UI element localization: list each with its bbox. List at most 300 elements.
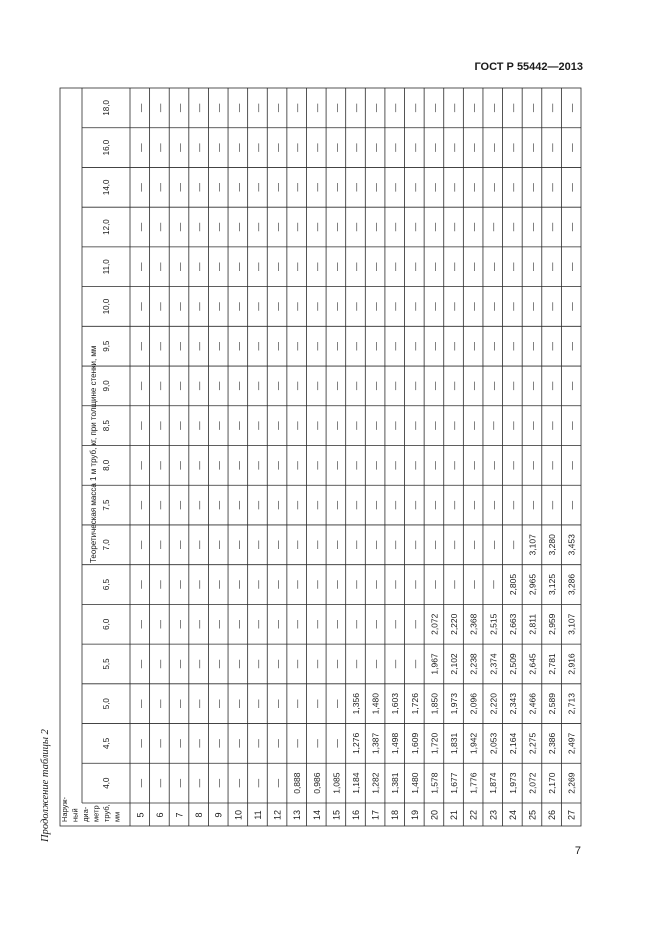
diameter-cell: 16 <box>351 809 361 821</box>
diameter-header-line: мм <box>112 811 122 822</box>
empty-cell-dash: — <box>272 500 283 510</box>
empty-cell-dash: — <box>311 421 322 430</box>
empty-cell-dash: — <box>390 500 401 510</box>
empty-cell-dash: — <box>351 103 361 113</box>
empty-cell-dash: — <box>390 461 401 470</box>
empty-cell-dash: — <box>507 381 518 391</box>
empty-cell-dash: — <box>272 620 283 629</box>
empty-cell-dash: — <box>488 421 499 430</box>
mass-value-cell: 2,645 <box>527 653 538 675</box>
empty-cell-dash: — <box>174 699 185 708</box>
mass-value-cell: 2,053 <box>488 732 499 755</box>
diameter-cell: 15 <box>331 809 342 821</box>
empty-cell-dash: — <box>154 500 165 510</box>
empty-cell-dash: — <box>292 341 303 351</box>
empty-cell-dash: — <box>390 381 401 391</box>
empty-cell-dash: — <box>566 103 577 113</box>
empty-cell-dash: — <box>468 183 479 192</box>
thickness-label: 6,0 <box>102 618 111 630</box>
empty-cell-dash: — <box>213 500 224 510</box>
empty-cell-dash: — <box>213 143 224 152</box>
diameter-cell: 13 <box>292 809 303 821</box>
empty-cell-dash: — <box>390 620 401 629</box>
mass-value-cell: 1,967 <box>429 653 440 675</box>
empty-cell-dash: — <box>233 302 244 311</box>
mass-value-cell: 2,343 <box>507 693 518 715</box>
diameter-cell: 20 <box>429 809 440 821</box>
table-row <box>449 103 459 820</box>
empty-cell-dash: — <box>527 103 538 113</box>
table-caption: Продолжение таблицы 2 <box>40 729 51 842</box>
empty-cell-dash: — <box>527 183 538 192</box>
mass-value-cell: 2,275 <box>527 732 538 755</box>
empty-cell-dash: — <box>135 302 146 311</box>
empty-cell-dash: — <box>194 341 205 351</box>
empty-cell-dash: — <box>154 222 165 232</box>
empty-cell-dash: — <box>174 461 185 470</box>
mass-value-cell: 2,386 <box>547 732 558 755</box>
diameter-cell: 23 <box>488 809 499 821</box>
empty-cell-dash: — <box>233 778 244 788</box>
empty-cell-dash: — <box>174 381 185 391</box>
empty-cell-dash: — <box>135 659 146 669</box>
empty-cell-dash: — <box>429 222 440 232</box>
empty-cell-dash: — <box>233 739 244 748</box>
mass-value-cell: 1,726 <box>409 693 420 715</box>
empty-cell-dash: — <box>527 341 538 351</box>
diameter-cell: 22 <box>468 809 479 821</box>
mass-value-cell: 1,720 <box>429 732 440 755</box>
diameter-cell: 12 <box>272 809 283 821</box>
empty-cell-dash: — <box>468 500 479 510</box>
mass-value-cell: 2,965 <box>527 573 538 596</box>
empty-cell-dash: — <box>272 778 283 788</box>
empty-cell-dash: — <box>527 143 538 152</box>
empty-cell-dash: — <box>488 341 499 351</box>
empty-cell-dash: — <box>311 620 322 629</box>
diameter-cell: 27 <box>566 809 577 821</box>
mass-value-cell: 1,480 <box>370 693 381 715</box>
mass-value-cell: 2,096 <box>468 693 479 715</box>
mass-value-cell: 1,387 <box>370 732 381 755</box>
empty-cell-dash: — <box>429 421 440 430</box>
empty-cell-dash: — <box>174 302 185 311</box>
empty-cell-dash: — <box>507 222 518 232</box>
mass-value-cell: 1,381 <box>390 772 401 794</box>
empty-cell-dash: — <box>429 500 440 510</box>
empty-cell-dash: — <box>252 421 263 430</box>
empty-cell-dash: — <box>566 143 577 152</box>
empty-cell-dash: — <box>233 659 244 669</box>
empty-cell-dash: — <box>468 302 479 311</box>
empty-cell-dash: — <box>154 461 165 470</box>
empty-cell-dash: — <box>213 103 224 113</box>
empty-cell-dash: — <box>194 699 205 708</box>
empty-cell-dash: — <box>311 659 322 669</box>
diameter-cell: 9 <box>213 812 224 818</box>
mass-value-cell: 0,888 <box>292 772 303 794</box>
empty-cell-dash: — <box>135 620 146 629</box>
empty-cell-dash: — <box>409 341 420 351</box>
empty-cell-dash: — <box>547 103 558 113</box>
empty-cell-dash: — <box>351 262 361 271</box>
empty-cell-dash: — <box>311 183 322 192</box>
empty-cell-dash: — <box>390 341 401 351</box>
empty-cell-dash: — <box>488 302 499 311</box>
diameter-column-header <box>60 796 122 822</box>
empty-cell-dash: — <box>547 461 558 470</box>
empty-cell-dash: — <box>213 620 224 629</box>
empty-cell-dash: — <box>292 381 303 391</box>
empty-cell-dash: — <box>154 302 165 311</box>
empty-cell-dash: — <box>370 540 381 550</box>
thickness-label: 14,0 <box>102 179 111 196</box>
empty-cell-dash: — <box>429 262 440 271</box>
empty-cell-dash: — <box>527 302 538 311</box>
empty-cell-dash: — <box>409 620 420 629</box>
empty-cell-dash: — <box>390 143 401 152</box>
mass-value-cell: 2,497 <box>566 732 577 755</box>
table-row <box>469 103 479 820</box>
empty-cell-dash: — <box>292 659 303 669</box>
empty-cell-dash: — <box>272 461 283 470</box>
empty-cell-dash: — <box>468 222 479 232</box>
empty-cell-dash: — <box>409 500 420 510</box>
empty-cell-dash: — <box>547 143 558 152</box>
empty-cell-dash: — <box>527 421 538 430</box>
empty-cell-dash: — <box>252 143 263 152</box>
empty-cell-dash: — <box>527 262 538 271</box>
empty-cell-dash: — <box>409 143 420 152</box>
empty-cell-dash: — <box>174 580 185 589</box>
mass-value-cell: 2,220 <box>488 693 499 715</box>
empty-cell-dash: — <box>174 103 185 113</box>
empty-cell-dash: — <box>272 540 283 550</box>
empty-cell-dash: — <box>370 222 381 232</box>
empty-cell-dash: — <box>370 302 381 311</box>
empty-cell-dash: — <box>409 183 420 192</box>
empty-cell-dash: — <box>331 620 342 629</box>
empty-cell-dash: — <box>135 262 146 271</box>
empty-cell-dash: — <box>370 461 381 470</box>
empty-cell-dash: — <box>566 262 577 271</box>
empty-cell-dash: — <box>174 341 185 351</box>
diameter-header-line: Наруж- <box>60 796 69 822</box>
empty-cell-dash: — <box>252 381 263 391</box>
empty-cell-dash: — <box>331 659 342 669</box>
empty-cell-dash: — <box>331 381 342 391</box>
empty-cell-dash: — <box>351 302 361 311</box>
empty-cell-dash: — <box>311 103 322 113</box>
empty-cell-dash: — <box>429 461 440 470</box>
empty-cell-dash: — <box>488 103 499 113</box>
empty-cell-dash: — <box>390 540 401 550</box>
diameter-cell: 26 <box>547 809 558 821</box>
empty-cell-dash: — <box>409 659 420 669</box>
thickness-label: 5,5 <box>102 658 111 670</box>
empty-cell-dash: — <box>135 183 146 192</box>
empty-cell-dash: — <box>311 540 322 550</box>
empty-cell-dash: — <box>331 500 342 510</box>
empty-cell-dash: — <box>351 461 361 470</box>
empty-cell-dash: — <box>409 103 420 113</box>
diameter-cell: 8 <box>194 812 205 818</box>
empty-cell-dash: — <box>135 500 146 510</box>
mass-value-cell: 2,072 <box>429 613 440 635</box>
table-row <box>214 103 224 817</box>
empty-cell-dash: — <box>252 341 263 351</box>
empty-cell-dash: — <box>566 421 577 430</box>
empty-cell-dash: — <box>351 143 361 152</box>
empty-cell-dash: — <box>311 381 322 391</box>
mass-value-cell: 2,170 <box>547 772 558 794</box>
empty-cell-dash: — <box>194 739 205 748</box>
diameter-cell: 10 <box>233 809 244 821</box>
empty-cell-dash: — <box>135 421 146 430</box>
mass-value-cell: 1,282 <box>370 772 381 794</box>
mass-value-cell: 2,959 <box>547 613 558 635</box>
empty-cell-dash: — <box>468 421 479 430</box>
empty-cell-dash: — <box>429 540 440 550</box>
diameter-header-line: диа- <box>81 806 90 822</box>
empty-cell-dash: — <box>292 421 303 430</box>
empty-cell-dash: — <box>331 143 342 152</box>
empty-cell-dash: — <box>449 302 460 311</box>
mass-value-cell: 3,125 <box>547 573 558 596</box>
thickness-label: 11,0 <box>102 259 111 275</box>
empty-cell-dash: — <box>547 381 558 391</box>
empty-cell-dash: — <box>331 103 342 113</box>
empty-cell-dash: — <box>272 143 283 152</box>
empty-cell-dash: — <box>468 381 479 391</box>
empty-cell-dash: — <box>409 421 420 430</box>
empty-cell-dash: — <box>449 183 460 192</box>
diameter-cell: 6 <box>154 812 165 818</box>
empty-cell-dash: — <box>174 222 185 232</box>
empty-cell-dash: — <box>233 461 244 470</box>
empty-cell-dash: — <box>213 540 224 550</box>
empty-cell-dash: — <box>233 341 244 351</box>
empty-cell-dash: — <box>252 222 263 232</box>
empty-cell-dash: — <box>351 381 361 391</box>
empty-cell-dash: — <box>566 461 577 470</box>
empty-cell-dash: — <box>213 262 224 271</box>
empty-cell-dash: — <box>154 580 165 589</box>
mass-value-cell: 1,603 <box>390 693 401 715</box>
empty-cell-dash: — <box>507 540 518 550</box>
thickness-label: 6,5 <box>102 578 111 591</box>
table-row <box>488 103 498 820</box>
empty-cell-dash: — <box>566 381 577 391</box>
empty-cell-dash: — <box>468 580 479 589</box>
diameter-cell: 21 <box>449 809 460 821</box>
empty-cell-dash: — <box>547 302 558 311</box>
empty-cell-dash: — <box>311 461 322 470</box>
empty-cell-dash: — <box>213 659 224 669</box>
empty-cell-dash: — <box>292 183 303 192</box>
empty-cell-dash: — <box>213 778 224 788</box>
empty-cell-dash: — <box>272 699 283 708</box>
empty-cell-dash: — <box>547 500 558 510</box>
diameter-cell: 25 <box>527 809 538 821</box>
thickness-label: 7,0 <box>102 539 111 551</box>
empty-cell-dash: — <box>311 302 322 311</box>
mass-value-cell: 2,102 <box>449 653 460 675</box>
empty-cell-dash: — <box>174 262 185 271</box>
empty-cell-dash: — <box>292 580 303 589</box>
empty-cell-dash: — <box>409 540 420 550</box>
empty-cell-dash: — <box>154 183 165 192</box>
empty-cell-dash: — <box>370 659 381 669</box>
empty-cell-dash: — <box>174 143 185 152</box>
empty-cell-dash: — <box>331 222 342 232</box>
empty-cell-dash: — <box>488 580 499 589</box>
table-row <box>233 103 243 820</box>
empty-cell-dash: — <box>154 540 165 550</box>
empty-cell-dash: — <box>252 500 263 510</box>
empty-cell-dash: — <box>311 739 322 748</box>
empty-cell-dash: — <box>174 778 185 788</box>
table-row <box>194 103 204 817</box>
empty-cell-dash: — <box>272 262 283 271</box>
table-row <box>508 103 518 820</box>
table-row <box>135 103 145 817</box>
empty-cell-dash: — <box>135 461 146 470</box>
empty-cell-dash: — <box>370 500 381 510</box>
empty-cell-dash: — <box>194 620 205 629</box>
mass-value-cell: 1,874 <box>488 772 499 794</box>
empty-cell-dash: — <box>351 222 361 232</box>
empty-cell-dash: — <box>135 580 146 589</box>
empty-cell-dash: — <box>272 580 283 589</box>
empty-cell-dash: — <box>252 659 263 669</box>
empty-cell-dash: — <box>213 739 224 748</box>
empty-cell-dash: — <box>311 500 322 510</box>
mass-value-cell: 3,107 <box>527 534 538 556</box>
empty-cell-dash: — <box>292 262 303 271</box>
empty-cell-dash: — <box>174 659 185 669</box>
empty-cell-dash: — <box>488 500 499 510</box>
mass-value-cell: 3,286 <box>566 573 577 596</box>
empty-cell-dash: — <box>527 381 538 391</box>
empty-cell-dash: — <box>194 103 205 113</box>
empty-cell-dash: — <box>331 739 342 748</box>
empty-cell-dash: — <box>429 103 440 113</box>
empty-cell-dash: — <box>449 222 460 232</box>
empty-cell-dash: — <box>370 183 381 192</box>
empty-cell-dash: — <box>292 540 303 550</box>
mass-value-cell: 1,276 <box>351 732 361 755</box>
empty-cell-dash: — <box>292 222 303 232</box>
mass-value-cell: 1,831 <box>449 732 460 755</box>
empty-cell-dash: — <box>488 262 499 271</box>
empty-cell-dash: — <box>390 222 401 232</box>
diameter-cell: 17 <box>370 809 381 821</box>
empty-cell-dash: — <box>449 143 460 152</box>
thickness-label: 4,0 <box>102 777 111 789</box>
empty-cell-dash: — <box>409 461 420 470</box>
empty-cell-dash: — <box>194 778 205 788</box>
empty-cell-dash: — <box>194 540 205 550</box>
empty-cell-dash: — <box>488 143 499 152</box>
empty-cell-dash: — <box>194 143 205 152</box>
empty-cell-dash: — <box>488 222 499 232</box>
empty-cell-dash: — <box>311 341 322 351</box>
empty-cell-dash: — <box>390 103 401 113</box>
empty-cell-dash: — <box>351 500 361 510</box>
empty-cell-dash: — <box>449 500 460 510</box>
empty-cell-dash: — <box>252 699 263 708</box>
mass-value-cell: 2,916 <box>566 653 577 675</box>
empty-cell-dash: — <box>213 341 224 351</box>
empty-cell-dash: — <box>292 739 303 748</box>
empty-cell-dash: — <box>233 262 244 271</box>
page-number: 7 <box>574 845 581 857</box>
empty-cell-dash: — <box>135 381 146 391</box>
empty-cell-dash: — <box>468 103 479 113</box>
mass-value-cell: 2,238 <box>468 653 479 675</box>
empty-cell-dash: — <box>135 778 146 788</box>
empty-cell-dash: — <box>194 659 205 669</box>
empty-cell-dash: — <box>429 183 440 192</box>
mass-value-cell: 2,713 <box>566 693 577 715</box>
empty-cell-dash: — <box>252 302 263 311</box>
empty-cell-dash: — <box>213 580 224 589</box>
mass-value-cell: 2,466 <box>527 693 538 715</box>
empty-cell-dash: — <box>507 262 518 271</box>
mass-value-cell: 2,374 <box>488 653 499 675</box>
empty-cell-dash: — <box>194 302 205 311</box>
empty-cell-dash: — <box>174 183 185 192</box>
empty-cell-dash: — <box>233 381 244 391</box>
empty-cell-dash: — <box>566 222 577 232</box>
empty-cell-dash: — <box>370 341 381 351</box>
empty-cell-dash: — <box>233 540 244 550</box>
empty-cell-dash: — <box>351 580 361 589</box>
empty-cell-dash: — <box>331 580 342 589</box>
empty-cell-dash: — <box>331 183 342 192</box>
empty-cell-dash: — <box>233 103 244 113</box>
empty-cell-dash: — <box>154 620 165 629</box>
empty-cell-dash: — <box>409 302 420 311</box>
empty-cell-dash: — <box>154 381 165 391</box>
table-row <box>292 103 302 820</box>
empty-cell-dash: — <box>311 222 322 232</box>
empty-cell-dash: — <box>194 580 205 589</box>
empty-cell-dash: — <box>331 699 342 708</box>
empty-cell-dash: — <box>507 421 518 430</box>
mass-value-cell: 1,085 <box>331 772 342 794</box>
empty-cell-dash: — <box>331 341 342 351</box>
mass-value-cell: 2,509 <box>507 653 518 675</box>
empty-cell-dash: — <box>194 500 205 510</box>
empty-cell-dash: — <box>311 699 322 708</box>
empty-cell-dash: — <box>547 421 558 430</box>
empty-cell-dash: — <box>351 540 361 550</box>
empty-cell-dash: — <box>252 103 263 113</box>
empty-cell-dash: — <box>488 540 499 550</box>
empty-cell-dash: — <box>390 262 401 271</box>
thickness-label: 9,0 <box>102 380 111 392</box>
empty-cell-dash: — <box>233 143 244 152</box>
diameter-cell: 7 <box>174 812 185 818</box>
empty-cell-dash: — <box>429 341 440 351</box>
empty-cell-dash: — <box>154 341 165 351</box>
empty-cell-dash: — <box>154 659 165 669</box>
empty-cell-dash: — <box>351 421 361 430</box>
empty-cell-dash: — <box>507 183 518 192</box>
empty-cell-dash: — <box>154 421 165 430</box>
